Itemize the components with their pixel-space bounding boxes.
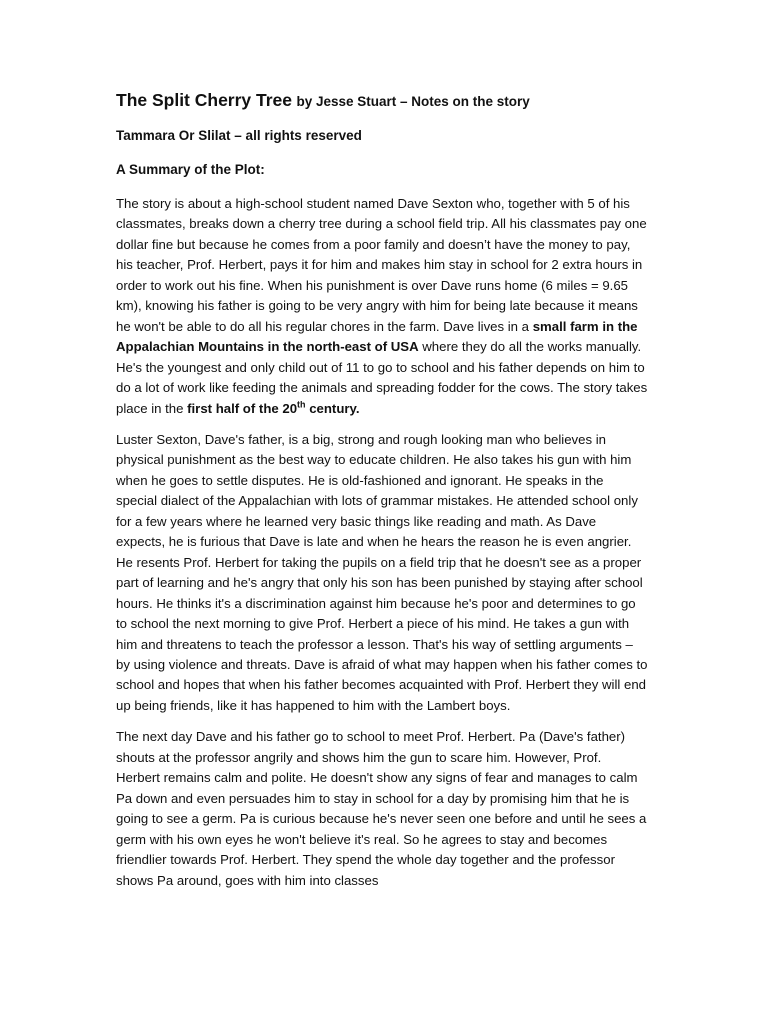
paragraph-1-bold-era xyxy=(187,401,359,416)
author-line: Tammara Or Slilat – all rights reserved xyxy=(116,128,362,143)
paragraph-1-bold-location: small farm in the Appalachian Mountains in the north-east of USA xyxy=(116,318,638,355)
paragraph-1-text-a: The story is about a high-school student named Dave Sexton who, together with 5 of his classmates, breaks down a cherry tree during a school field trip. All his classmates pay one dollar fine but because he comes from a poor family and doesn’t have the money to pay, his teacher, Prof. Herbert, pays it for him and makes him stay in school for 2 extra hours in order to work out his fine. When his punishment is over Dave runs home (6 miles = 9.65 km), knowing his father is going to be very angry with him for being late because it means he won't be able to do all his regular chores in the farm. Dave lives in a xyxy=(116,196,647,334)
era-text-end: century. xyxy=(305,400,360,416)
document-title-suffix: by Jesse Stuart – Notes on the story xyxy=(296,94,530,109)
era-text: first half of the 20 xyxy=(187,400,298,416)
document-page xyxy=(116,88,648,902)
section-heading: A Summary of the Plot: xyxy=(116,162,265,177)
paragraph-1 xyxy=(116,194,648,419)
paragraph-3: The next day Dave and his father go to school to meet Prof. Herbert. Pa (Dave's father) shouts at the professor angrily and shows him the gun to scare him. However, Prof. Herbert remains calm and polite. He doesn't show any signs of fear and manages to calm Pa down and even persuades him to stay in school for a day by promising him that he is going to see a germ. Pa is curious because he's never seen one before and until he sees a germ with his own eyes he won't believe it's real. So he agrees to stay and becomes friendlier towards Prof. Herbert. They spend the whole day together and the professor shows Pa around, goes with him into classes xyxy=(116,729,647,888)
paragraph-2: Luster Sexton, Dave's father, is a big, strong and rough looking man who believes in physical punishment as the best way to educate children. He also takes his gun with him when he goes to settle disputes. He is old-fashioned and ignorant. He speaks in the special dialect of the Appalachian with lots of grammar mistakes. He attended school only for a few years where he learned very basic things like reading and math. As Dave expects, he is furious that Dave is late and when he hears the reason he is even angrier. He resents Prof. Herbert for taking the pupils on a field trip that he doesn't see as a proper part of learning and he's angry that only his son has been punished by staying after school hours. He thinks it's a discrimination against him because he's poor and determines to go to school the next morning to give Prof. Herbert a piece of his mind. He takes a gun with him and threatens to teach the professor a lesson. That's his way of settling arguments – by using violence and threats. Dave is afraid of what may happen when his father comes to school and hopes that when his father becomes acquainted with Prof. Herbert they will end up being friends, like it has happened to him with the Lambert boys. xyxy=(116,431,648,713)
era-superscript: th xyxy=(297,399,306,410)
title-line xyxy=(116,88,648,114)
paragraph-1-text-c: where they do all the works manually. He's the youngest and only child out of 11 to go to school and his father depends on him to do a lot of work like feeding the animals and spreading fodder for the cows. The story takes place in the xyxy=(116,339,648,416)
document-title: The Split Cherry Tree xyxy=(116,90,293,110)
